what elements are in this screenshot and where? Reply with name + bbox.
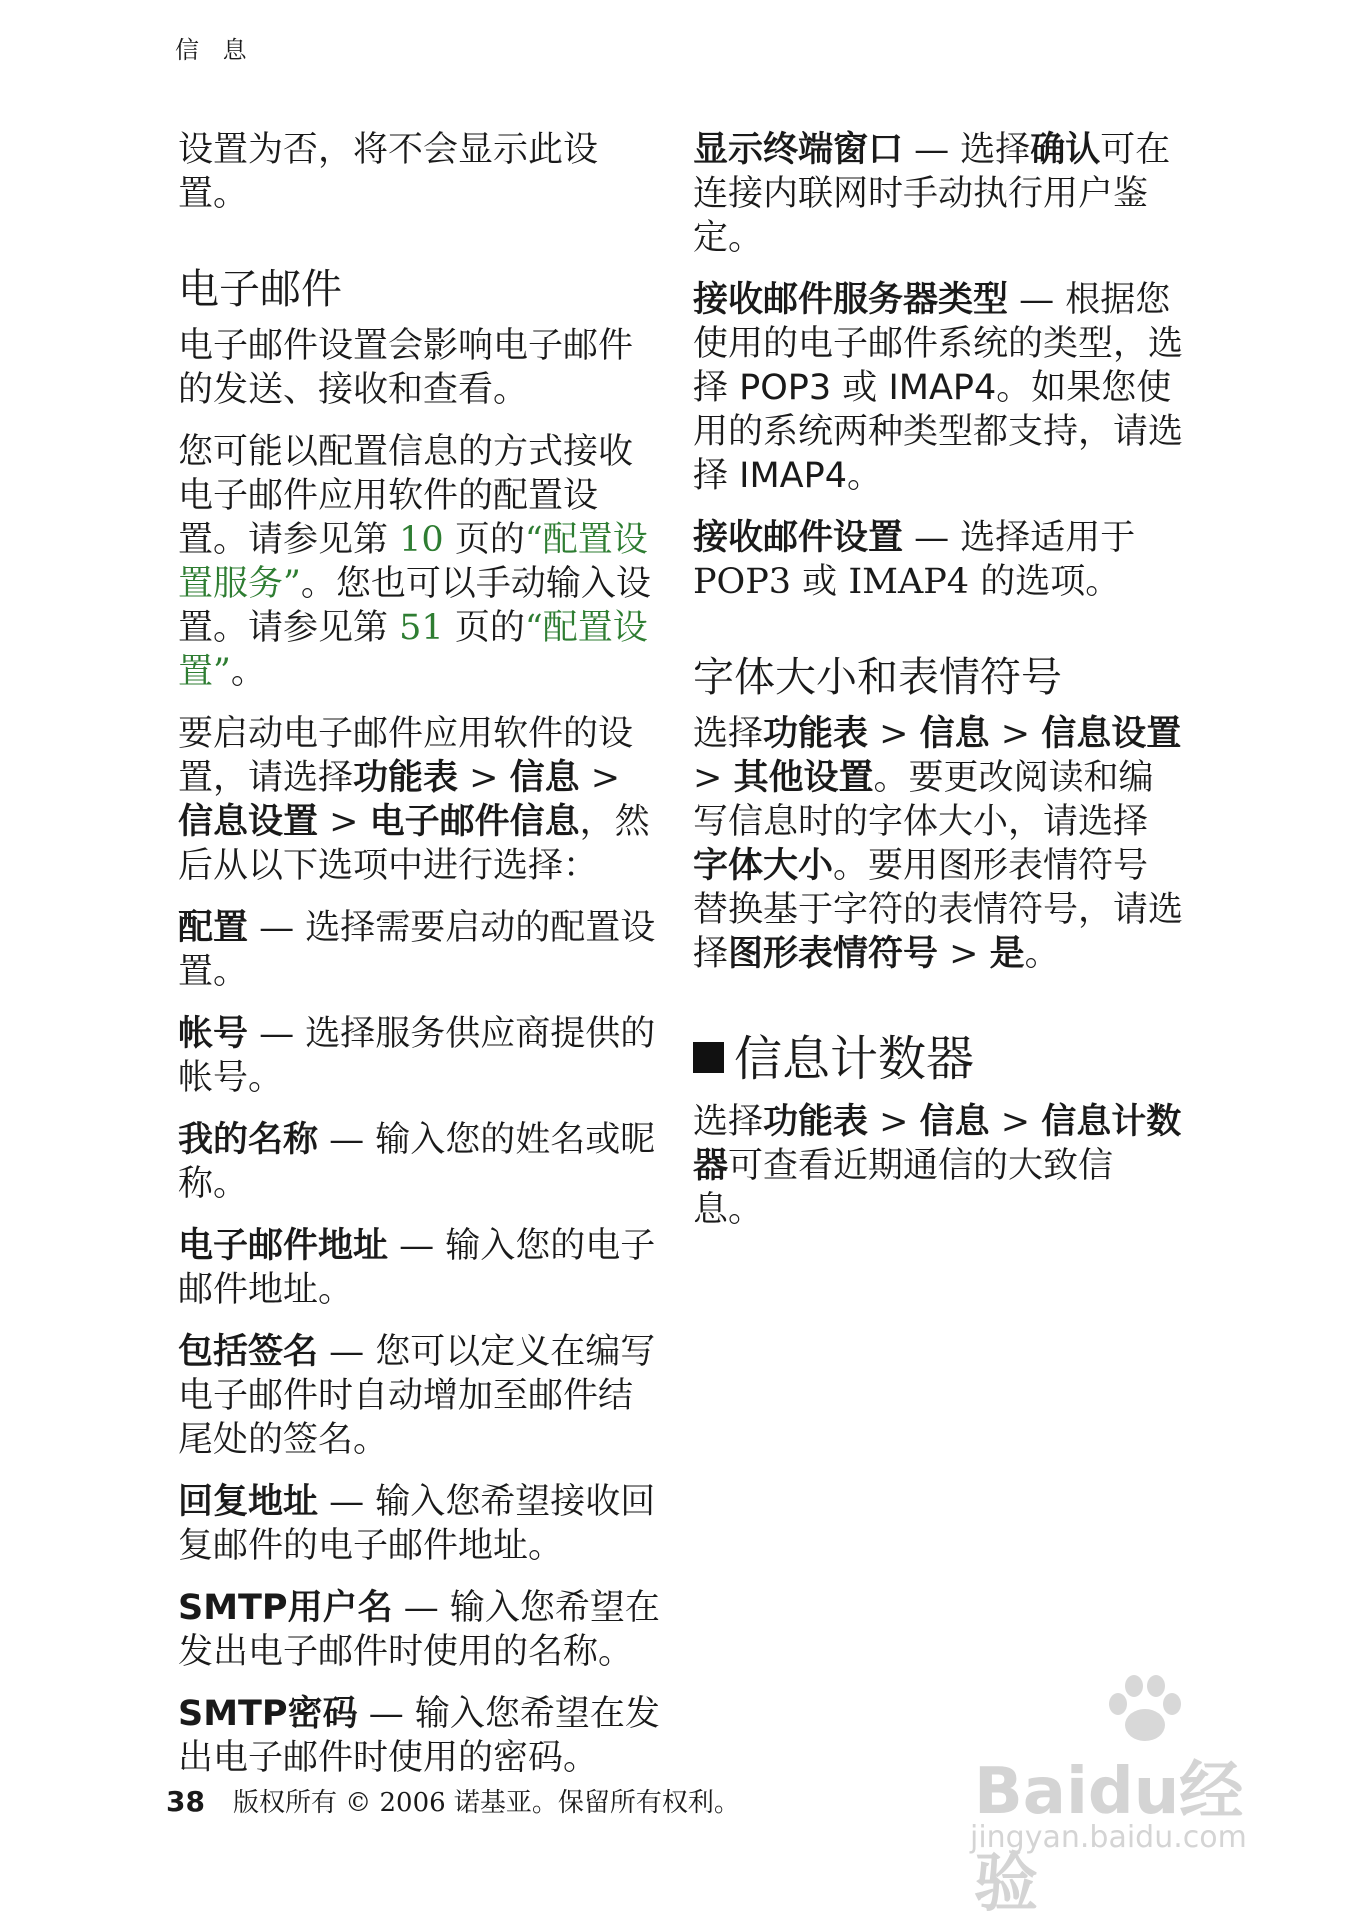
baidu-watermark [960, 1670, 1290, 1921]
option-smtp-password: SMTP密码 — 输入您希望在发出电子邮件时使用的密码。 [178, 1694, 660, 1778]
config-paragraph: 您可能以配置信息的方式接收电子邮件应用软件的配置设置。请参见第 10 页的“配置设置服务”。您也可以手动输入设置。请参见第 51 页的“配置设置”。 [178, 432, 651, 692]
option-account: 帐号 — 选择服务供应商提供的帐号。 [178, 1014, 656, 1098]
option-signature: 包括签名 — 您可以定义在编写电子邮件时自动增加至邮件结尾处的签名。 [178, 1332, 656, 1460]
link-config-service[interactable]: “配置设置服务” [178, 520, 648, 604]
page-ref-10[interactable]: 10 [399, 520, 444, 560]
email-intro: 电子邮件设置会影响电子邮件的发送、接收和查看。 [178, 326, 634, 410]
copyright-notice: 版权所有 © 2006 诺基亚。保留所有权利。 [232, 1788, 740, 1818]
menu-item-message-settings: 信息设置 [178, 802, 319, 842]
option-server-type: 接收邮件服务器类型 — 根据您使用的电子邮件系统的类型，选择 POP3 或 IMAP4。如果您使用的系统两种类型都支持，请选择 IMAP4。 [693, 280, 1184, 496]
option-email-address: 电子邮件地址 — 输入您的电子邮件地址。 [178, 1226, 656, 1310]
paw-icon [1100, 1670, 1190, 1750]
option-terminal-window: 显示终端窗口 — 选择确认可在连接内联网时手动执行用户鉴定。 [693, 130, 1171, 258]
font-size-paragraph: 选择功能表 > 信息 > 信息设置 > 其他设置。要更改阅读和编写信息时的字体大小，请选择字体大小。要用图形表情符号替换基于字符的表情符号，请选择图形表情符号 > 是。 [693, 714, 1184, 974]
right-column [693, 128, 1183, 1250]
watermark-logo: Baidu经验 [974, 1755, 1244, 1921]
menu-item-email-messages: 电子邮件信息 [369, 802, 580, 842]
section-heading-font-size: 字体大小和表情符号 [693, 653, 1062, 701]
page-number: 38 [166, 1785, 205, 1818]
section-heading-email: 电子邮件 [178, 265, 342, 313]
section-heading-message-counter: 信息计数器 [693, 1030, 1183, 1088]
intro-paragraph: 设置为否，将不会显示此设置。 [178, 130, 599, 214]
option-my-name: 我的名称 — 输入您的姓名或昵称。 [178, 1120, 656, 1204]
running-header: 信 息 [175, 36, 255, 64]
option-smtp-username: SMTP用户名 — 输入您希望在发出电子邮件时使用的名称。 [178, 1588, 660, 1672]
option-incoming-settings: 接收邮件设置 — 选择适用于 POP3 或 IMAP4 的选项。 [693, 518, 1136, 602]
menu-item-functions: 功能表 [353, 758, 459, 798]
option-reply-address: 回复地址 — 输入您希望接收回复邮件的电子邮件地址。 [178, 1482, 656, 1566]
menu-item-messages: 信息 [509, 758, 580, 798]
link-config-settings[interactable]: “配置设置” [178, 608, 648, 692]
option-config: 配置 — 选择需要启动的配置设置。 [178, 908, 656, 992]
square-bullet-icon [693, 1042, 724, 1073]
left-column [178, 128, 664, 1798]
watermark-url: jingyan.baidu.com [970, 1820, 1247, 1855]
menu-path-paragraph: 要启动电子邮件应用软件的设置，请选择功能表 > 信息 > 信息设置 > 电子邮件信息，然后从以下选项中进行选择： [178, 714, 650, 886]
page-ref-51[interactable]: 51 [399, 608, 444, 648]
page-footer [166, 1786, 740, 1819]
message-counter-paragraph: 选择功能表 > 信息 > 信息计数器可查看近期通信的大致信息。 [693, 1102, 1182, 1230]
